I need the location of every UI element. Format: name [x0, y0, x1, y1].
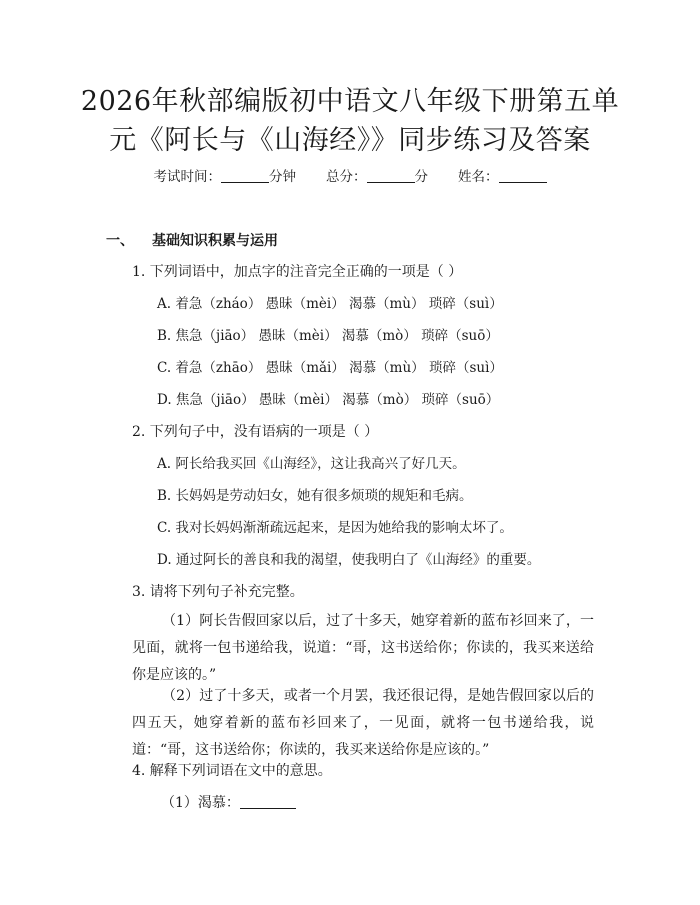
- document-title-line-1: 2026年秋部编版初中语文八年级下册第五单: [80, 86, 620, 117]
- score-blank[interactable]: [367, 168, 415, 183]
- question-2-option-b[interactable]: B. 长妈妈是劳动妇女，她有很多烦琐的规矩和毛病。: [157, 488, 473, 504]
- section-1-heading: [106, 231, 278, 251]
- question-4-item-1-label: （1）渴慕：: [161, 795, 240, 811]
- question-1-option-a[interactable]: A. 着急（zháo） 愚昧（mèi） 渴慕（mù） 琐碎（suì）: [157, 296, 503, 312]
- question-1-option-d[interactable]: D. 焦急（jiāo） 愚昧（mèi） 渴慕（mò） 琐碎（suō）: [157, 392, 500, 408]
- question-3-passage-1: （1）阿长告假回家以后，过了十多天，她穿着新的蓝布衫回来了，一见面，就将一包书递给我，说道：“哥，这书送给你；你读的，我买来送给你是应该的。”: [132, 613, 594, 683]
- time-blank[interactable]: [221, 168, 269, 183]
- time-unit: 分钟: [268, 169, 296, 185]
- question-1-option-b[interactable]: B. 焦急（jiāo） 愚昧（mèi） 渴慕（mò） 琐碎（suō）: [157, 328, 499, 344]
- score-unit: 分: [414, 169, 428, 185]
- name-blank[interactable]: [499, 168, 547, 183]
- question-2-option-d[interactable]: D. 通过阿长的善良和我的渴望，使我明白了《山海经》的重要。: [157, 552, 541, 568]
- time-label: 考试时间：: [153, 169, 221, 185]
- exam-meta: [0, 167, 700, 187]
- question-2-option-c[interactable]: C. 我对长妈妈渐渐疏远起来，是因为她给我的影响太坏了。: [157, 520, 513, 536]
- question-2-option-a[interactable]: A. 阿长给我买回《山海经》，这让我高兴了好几天。: [157, 456, 466, 472]
- question-4-item-1: [161, 793, 296, 813]
- section-number: 一、: [106, 233, 134, 249]
- document-title-line-2: 元《阿长与《山海经》》同步练习及答案: [109, 125, 591, 156]
- answer-blank[interactable]: [240, 794, 296, 809]
- question-3-stem: 3. 请将下列句子补充完整。: [132, 584, 304, 600]
- question-1-option-c[interactable]: C. 着急（zhāo） 愚昧（mǎi） 渴慕（mù） 琐碎（suì）: [157, 360, 503, 376]
- section-title: 基础知识积累与运用: [152, 233, 278, 249]
- question-4-stem: 4. 解释下列词语在文中的意思。: [132, 763, 332, 779]
- question-2-stem: 2. 下列句子中，没有语病的一项是（ ）: [132, 424, 379, 440]
- question-3-passage-2: （2）过了十多天，或者一个月罢，我还很记得，是她告假回家以后的四五天，她穿着新的蓝布衫回来了，一见面，就将一包书递给我，说道：“哥，这书送给你；你读的，我买来送给你是应该的。”: [132, 688, 594, 758]
- question-1-stem: 1. 下列词语中，加点字的注音完全正确的一项是（ ）: [132, 264, 463, 280]
- score-label: 总分：: [326, 169, 367, 185]
- name-label: 姓名：: [458, 169, 499, 185]
